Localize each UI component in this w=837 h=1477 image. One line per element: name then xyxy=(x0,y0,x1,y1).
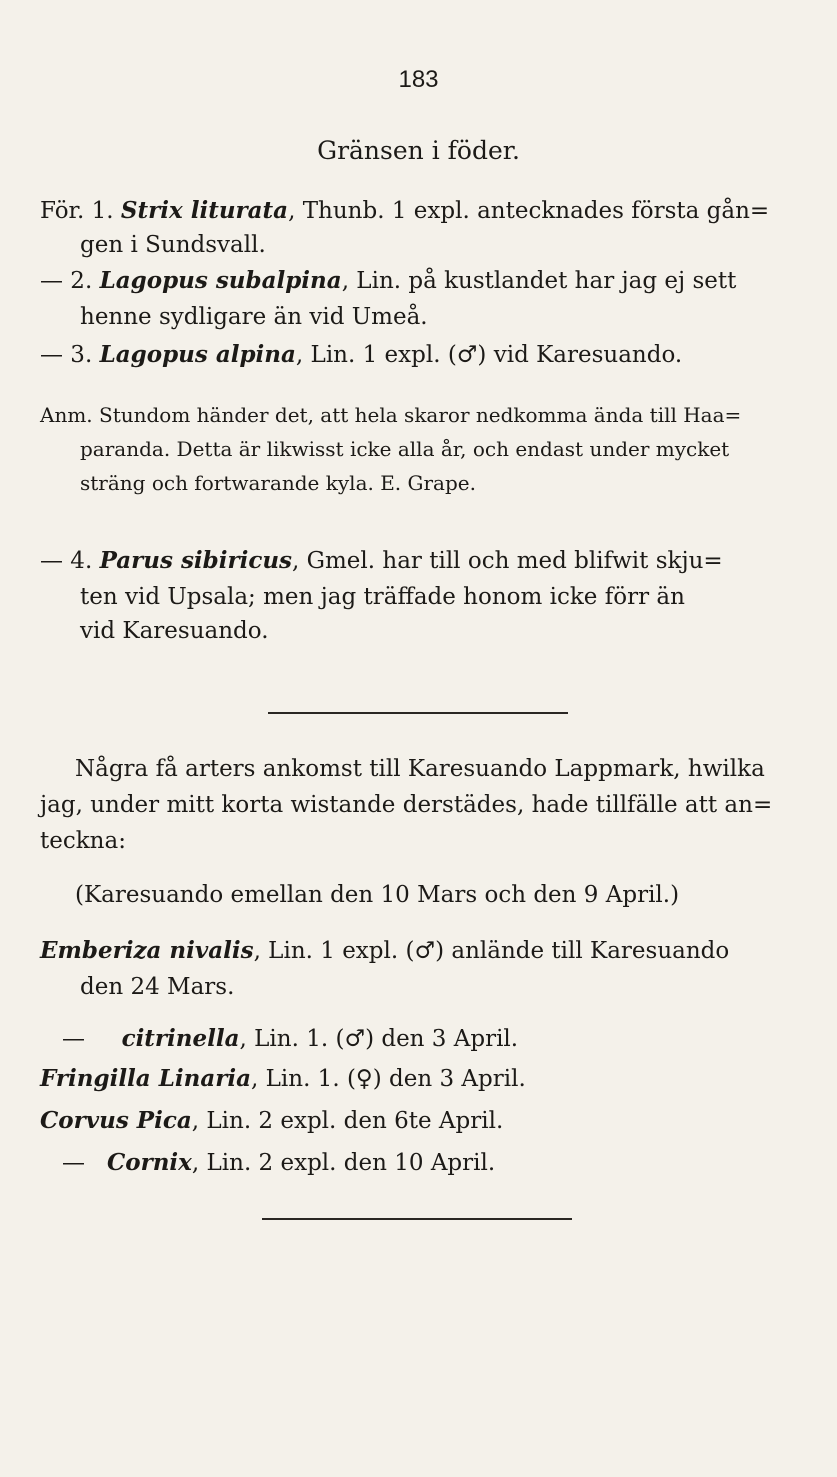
paragraph-line-2: jag, under mitt korta wistande derstädes, hade tillfälle att an= xyxy=(40,792,773,818)
note-line-3: sträng och fortwarande kyla. E. Grape. xyxy=(80,471,476,495)
entry-4-line-2: ten vid Upsala; men jag träffade honom icke förr än xyxy=(80,584,685,610)
divider-rule xyxy=(268,712,568,714)
paragraph-line-3: teckna: xyxy=(40,828,126,854)
species-name: Strix liturata xyxy=(120,197,289,224)
entry-2-line-1: — 2. Lagopus subalpina, Lin. på kustlandet har jag ej sett xyxy=(40,267,737,294)
entry-4-line-3: vid Karesuando. xyxy=(80,618,269,644)
note-line-2: paranda. Detta är likwisst icke alla år, och endast under mycket xyxy=(80,437,730,461)
entry-1-line-2: gen i Sundsvall. xyxy=(80,232,266,258)
arrival-1-line-2: den 24 Mars. xyxy=(80,974,235,1000)
paragraph-line-1: Några få arters ankomst till Karesuando Lappmark, hwilka xyxy=(75,756,765,782)
arrival-2: — citrinella, Lin. 1. (♂) den 3 April. xyxy=(62,1025,519,1052)
species-name: Emberiza nivalis xyxy=(40,937,254,964)
date-range-note: (Karesuando emellan den 10 Mars och den 9 April.) xyxy=(75,882,680,908)
species-name: Fringilla Linaria xyxy=(40,1065,251,1092)
section-heading: Gränsen i föder. xyxy=(317,136,520,165)
arrival-4: Corvus Pica, Lin. 2 expl. den 6te April. xyxy=(40,1107,504,1134)
entry-3-line-1: — 3. Lagopus alpina, Lin. 1 expl. (♂) vid Karesuando. xyxy=(40,341,683,368)
species-name: Cornix xyxy=(106,1149,192,1176)
entry-2-line-2: henne sydligare än vid Umeå. xyxy=(80,304,428,330)
entry-1-line-1: För. 1. Strix liturata, Thunb. 1 expl. antecknades första gån= xyxy=(40,197,770,224)
note-line-1: Anm. Stundom händer det, att hela skaror nedkomma ända till Haa= xyxy=(40,403,742,427)
arrival-1-line-1: Emberiza nivalis, Lin. 1 expl. (♂) anlände till Karesuando xyxy=(40,937,730,964)
species-name: citrinella xyxy=(121,1025,240,1052)
species-name: Parus sibiricus xyxy=(99,547,292,574)
bottom-divider-rule xyxy=(262,1218,572,1220)
species-name: Corvus Pica xyxy=(40,1107,192,1134)
page-number: 183 xyxy=(398,66,439,93)
arrival-5: — Cornix, Lin. 2 expl. den 10 April. xyxy=(62,1149,496,1176)
entry-4-line-1: — 4. Parus sibiricus, Gmel. har till och med blifwit skju= xyxy=(40,547,723,574)
species-name: Lagopus subalpina xyxy=(99,267,342,294)
arrival-3: Fringilla Linaria, Lin. 1. (♀) den 3 April. xyxy=(40,1065,526,1092)
species-name: Lagopus alpina xyxy=(99,341,296,368)
